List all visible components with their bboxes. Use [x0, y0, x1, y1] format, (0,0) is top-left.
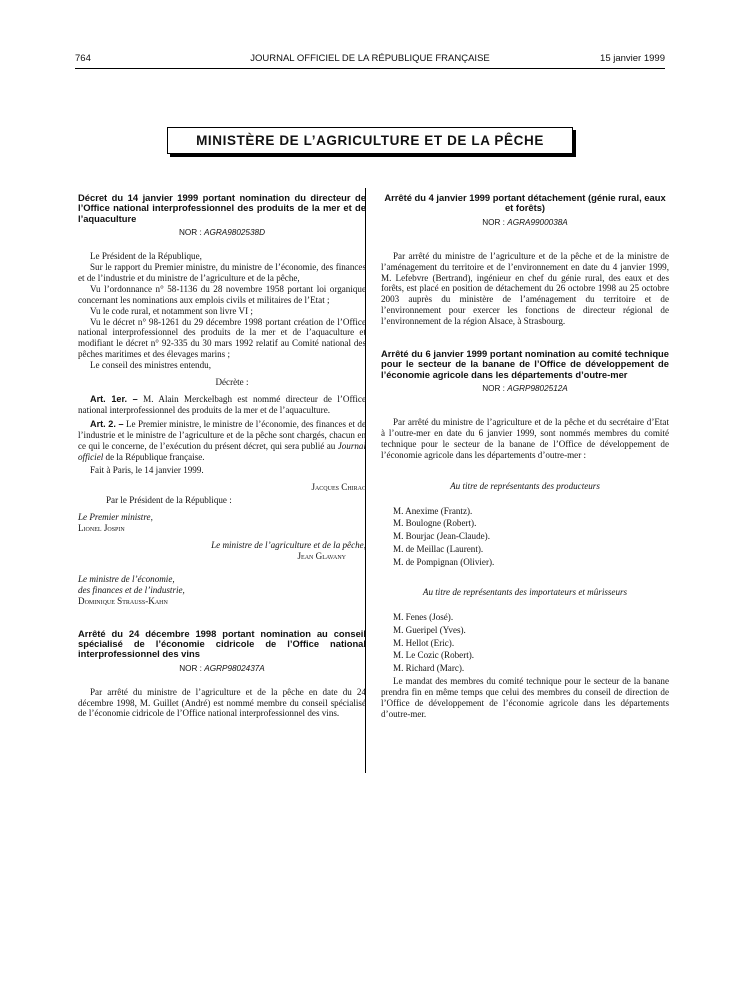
importateurs-heading: Au titre de représentants des importateurs et mûrisseurs [422, 587, 628, 598]
paragraph: Par arrêté du ministre de l’agriculture et de la pêche et de la ministre de l’aménagement du territoire et de l’environnement en date du 4 janvier 1999, M. Lefebvre (Bertrand), ingénieur en chef du génie rural, des eaux et des forêts, est placé en position de détachement du 26 octobre 1998 au 25 octobre 2003 auprès du ministère de l’aménagement du territoire et de l’environnement pour exercer les fonctions de directeur régional de l’environnement de la région Alsace, à Strasbourg. [381, 250, 669, 327]
article-2-label: Art. 2. – [90, 418, 124, 429]
arrete-title: Arrêté du 4 janvier 1999 portant détachement (génie rural, eaux et forêts) [384, 192, 666, 214]
list-item: M. Fenes (José). [393, 612, 454, 623]
nor-reference: NOR : AGRP9802512A [482, 384, 568, 394]
arrete-cidricole [78, 629, 366, 720]
list-item: M. Bourjac (Jean-Claude). [393, 531, 490, 542]
paragraph: Le conseil des ministres entendu, [90, 360, 211, 371]
decret-directeur [78, 193, 366, 607]
nor-code: AGRP9802437A [204, 663, 265, 673]
article-2: Art. 2. – Le Premier ministre, le ministre de l’économie, des finances et de l’industrie et le ministre de l’agriculture et de la pêche sont chargés, chacun en ce qui le concerne, de l’exécution du présent décret, qui sera publié au Journal officiel de la République française. [78, 418, 366, 462]
page-number: 764 [75, 53, 91, 64]
nor-code: AGRP9802512A [507, 384, 568, 394]
nor-code: AGRA9900038A [507, 217, 568, 227]
arrete-detachement [381, 193, 669, 327]
article-1-label: Art. 1er. – [90, 394, 138, 404]
paragraph: Le Président de la République, [90, 251, 202, 262]
header-rule [75, 68, 665, 69]
nor-reference: NOR : AGRP9802437A [179, 663, 265, 673]
page-header [75, 53, 665, 67]
countersignature-economie: Le ministre de l’économie, des finances et de l’industrie, Dominique Strauss-Kahn [78, 573, 185, 606]
list-item: M. Anexime (Frantz). [393, 505, 473, 516]
producteurs-list [381, 506, 669, 568]
par-le-president: Par le Président de la République : [106, 495, 232, 506]
paragraph: Vu le code rural, et notamment son livre VI ; [90, 305, 253, 316]
countersignature-agriculture: Le ministre de l’agriculture et de la pêche, Jean Glavany [211, 539, 366, 561]
fait-a-paris: Fait à Paris, le 14 janvier 1999. [90, 465, 204, 476]
paragraph: Par arrêté du ministre de l’agriculture et de la pêche en date du 24 décembre 1998, M. Guillet (André) est nommé membre du conseil spécialisé de l’économie cidricole de l’Office national interprofessionnel des vins. [78, 686, 366, 719]
list-item: M. Richard (Marc). [393, 663, 465, 674]
left-column [78, 193, 366, 719]
paragraph: Vu l’ordonnance n° 58-1136 du 28 novembre 1958 portant loi organique concernant les nominations aux emplois civils et militaires de l’Etat ; [78, 283, 366, 305]
producteurs-heading: Au titre de représentants des producteurs [450, 480, 600, 491]
arrete-title: Arrêté du 24 décembre 1998 portant nomination au conseil spécialisé de l’économie cidricole de l’Office national interprofessionnel des vins [78, 627, 366, 660]
list-item: M. Gueripel (Yves). [393, 625, 466, 636]
decrete: Décrète : [215, 377, 249, 388]
issue-date: 15 janvier 1999 [600, 53, 665, 64]
journal-title: JOURNAL OFFICIEL DE LA RÉPUBLIQUE FRANÇAISE [250, 53, 490, 64]
paragraph: Le mandat des membres du comité technique pour le secteur de la banane prendra fin en même temps que celui des membres du conseil de direction de l’Office de développement de l’économie agricole dans les départements d’outre-mer. [381, 676, 669, 719]
countersignature-pm: Le Premier ministre, Lionel Jospin [78, 512, 153, 534]
list-item: M. Boulogne (Robert). [393, 518, 477, 529]
decret-title: Décret du 14 janvier 1999 portant nomination du directeur de l’Office national interprofessionnel des produits de la mer et de l’aquaculture [78, 192, 366, 224]
nor-code: AGRA9802538D [204, 228, 266, 238]
article-1: Art. 1er. – M. Alain Merckelbagh est nommé directeur de l’Office national interprofessionnel des produits de la mer et de l’aquaculture. [78, 394, 366, 415]
list-item: M. de Meillac (Laurent). [393, 543, 484, 554]
paragraph: Sur le rapport du Premier ministre, du ministre de l’économie, des finances et de l’industrie et du ministre de l’agriculture et de la pêche, [78, 262, 366, 283]
list-item: M. Le Cozic (Robert). [393, 650, 475, 661]
arrete-title: Arrêté du 6 janvier 1999 portant nomination au comité technique pour le secteur de la banane de l’Office de développement de l’économie agricole dans les départements d’outre-mer [381, 348, 669, 380]
signatory-president: Jacques Chirac [311, 482, 366, 493]
arrete-comite-banane [381, 349, 669, 720]
nor-reference: NOR : AGRA9900038A [482, 217, 568, 227]
ministry-title: MINISTÈRE DE L’AGRICULTURE ET DE LA PÊCHE [196, 133, 544, 148]
list-item: M. Hellot (Eric). [393, 637, 455, 648]
paragraph: Vu le décret n° 98-1261 du 29 décembre 1998 portant création de l’Office national interprofessionnel des produits de la mer et de l’aquaculture et modifiant le décret n° 92-335 du 30 mars 1992 relatif au Comité national des pêches maritimes et des élevages marins ; [78, 316, 366, 360]
importateurs-list [381, 612, 669, 674]
paragraph: Par arrêté du ministre de l’agriculture et de la pêche et du secrétaire d’Etat à l’outre-mer en date du 6 janvier 1999, sont nommés membres du comité technique pour le secteur de la banane de l’Office de développement de l’économie agricole dans les départements d’outre-mer : [381, 417, 669, 460]
nor-reference: NOR : AGRA9802538D [178, 228, 266, 238]
right-column [381, 193, 669, 720]
ministry-banner [167, 127, 573, 154]
list-item: M. de Pompignan (Olivier). [393, 556, 495, 567]
